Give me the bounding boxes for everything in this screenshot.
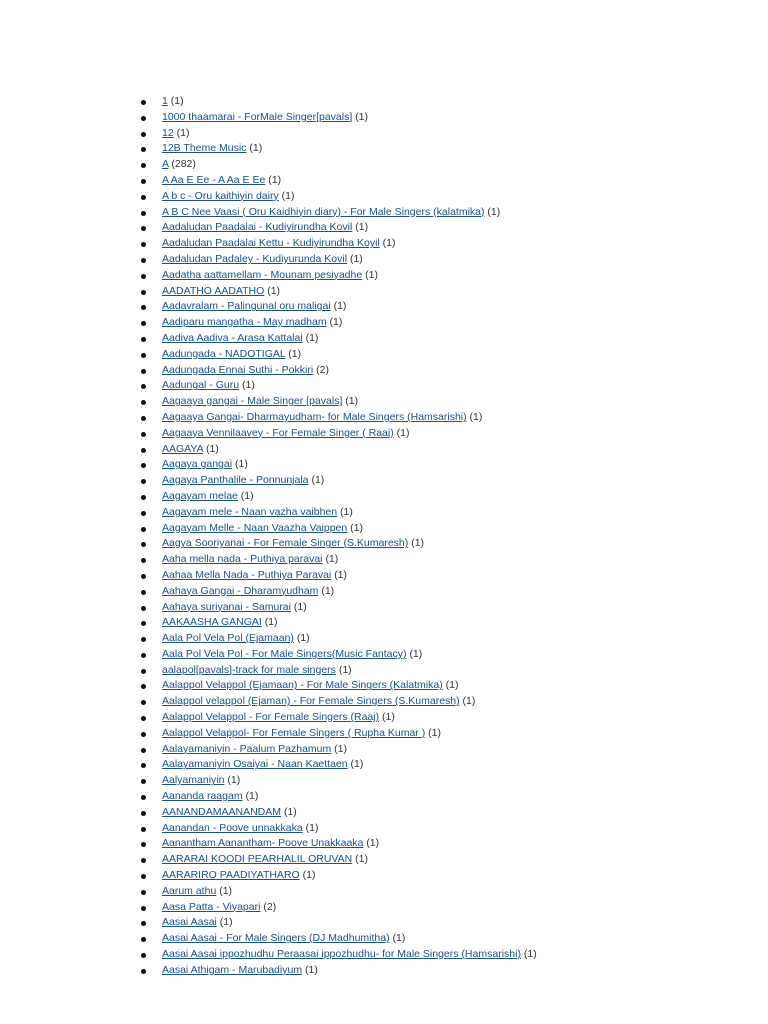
list-item [0, 347, 537, 363]
list-item [0, 426, 537, 442]
bullet-icon [141, 795, 146, 800]
list-item-link[interactable]: Aala Pol Vela Pol - For Male Singers(Music Fantacy) [162, 647, 407, 660]
list-item-link[interactable]: AARARIRO PAADIYATHARO [162, 869, 300, 882]
list-item-link[interactable]: Aagayam melae [162, 489, 238, 502]
bullet-icon [141, 400, 146, 405]
list-item-link[interactable]: Aasa Patta - Viyapari [162, 900, 261, 913]
list-item-count: (1) [219, 884, 233, 897]
list-item-count: (1) [355, 853, 368, 866]
list-item-link[interactable]: Aahaa Mella Nada - Puthiya Paravai [162, 568, 332, 581]
bullet-icon [141, 147, 146, 152]
list-item-count: (1) [267, 284, 281, 297]
list-item-link[interactable]: Aadatha aattamellam - Mounam pesiyadhe [162, 268, 363, 281]
list-item [0, 220, 537, 236]
list-item [0, 284, 537, 300]
list-item-link[interactable]: Aasai Aasai [162, 916, 217, 929]
list-item [0, 584, 537, 600]
list-item [0, 126, 537, 142]
list-item-link[interactable]: Aalappol Velappol (Ejamaan) - For Male Singers (Kalatmika) [162, 679, 443, 692]
list-item-link[interactable]: Aasai Aasai ippozhudhu Peraasai ippozhudhu- for Male Singers (Hamsarishi) [162, 948, 521, 961]
bullet-icon [141, 842, 146, 847]
list-item [0, 663, 537, 679]
list-item-count: (1) [170, 95, 184, 107]
list-item-count: (1) [365, 268, 378, 281]
list-item-count: (1) [288, 347, 302, 360]
bullet-icon [141, 700, 146, 705]
list-item-count: (1) [340, 505, 353, 518]
list-item [0, 678, 537, 694]
list-item [0, 268, 537, 284]
list-item-count: (2) [316, 363, 329, 376]
bullet-icon [141, 732, 146, 737]
list-item-link[interactable]: Aadiva Aadiva - Arasa Kattalai [162, 331, 303, 344]
bullet-icon [141, 716, 146, 721]
list-item-link[interactable]: Aagaaya Gangai- Dharmayudham- for Male Singers (Hamsarishi) [162, 410, 467, 423]
list-item-link[interactable]: Aagayam Melle - Naan Vaazha Vaippen [162, 521, 348, 534]
tag-list [0, 94, 537, 979]
list-item-link[interactable]: Aanantham Aanantham- Poove Unakkaaka [162, 837, 364, 850]
list-item [0, 789, 537, 805]
bullet-icon [141, 116, 146, 121]
list-item-count: (1) [345, 395, 359, 408]
list-item [0, 931, 537, 947]
list-item [0, 505, 537, 521]
list-item-link[interactable]: AAGAYA [162, 442, 204, 455]
list-item-count: (1) [293, 600, 307, 613]
list-item-link[interactable]: AANANDAMAANANDAM [162, 805, 282, 818]
bullet-icon [141, 621, 146, 626]
bullet-icon [141, 100, 146, 105]
list-item-link[interactable]: Aagaaya Vennilaavey - For Female Singer ( Raaj) [162, 426, 394, 439]
bullet-icon [141, 827, 146, 832]
list-item [0, 141, 537, 157]
list-item-count: (1) [469, 410, 483, 423]
bullet-icon [141, 242, 146, 247]
bullet-icon [141, 574, 146, 579]
list-item-link[interactable]: Aalayamaniyin - Paalum Pazhamum [162, 742, 332, 755]
list-item-count: (1) [205, 442, 219, 455]
list-item-count: (2) [263, 900, 277, 913]
bullet-icon [141, 779, 146, 784]
list-item [0, 157, 537, 173]
list-item-link[interactable]: A Aa E Ee - A Aa E Ee [162, 173, 266, 186]
list-item-link[interactable]: Aalayamaniyin Osaiyai - Naan Kaettaen [162, 758, 348, 771]
list-item-count: (1) [382, 711, 395, 724]
list-item [0, 94, 537, 110]
list-item [0, 536, 537, 552]
list-item-count: (1) [349, 252, 363, 265]
list-item [0, 457, 537, 473]
list-item-count: (1) [249, 142, 263, 155]
list-item-link[interactable]: aalapol[pavals]-track for male singers [162, 663, 336, 676]
list-item-count: (1) [382, 237, 396, 250]
list-item-link[interactable]: Aadaludan Paadalai Kettu - Kudiyirundha Koyil [162, 237, 380, 250]
list-item-link[interactable]: 1 [162, 95, 168, 107]
list-item-count: (1) [281, 189, 295, 202]
list-item-link[interactable]: Aahaya suriyanai - Samurai [162, 600, 291, 613]
list-item-link[interactable]: Aalappol Velappol - For Female Singers (Raaj) [162, 711, 380, 724]
bullet-icon [141, 906, 146, 911]
list-item-link[interactable]: Aadungada Ennai Suthi - Pokkiri [162, 363, 314, 376]
list-item-link[interactable]: Aagayam mele - Naan vazha vaibhen [162, 505, 338, 518]
list-item-link[interactable]: AADATHO AADATHO [162, 284, 265, 297]
bullet-icon [141, 890, 146, 895]
list-item [0, 331, 537, 347]
list-item-count: (1) [311, 474, 325, 487]
list-item [0, 947, 537, 963]
bullet-icon [141, 953, 146, 958]
list-item [0, 631, 537, 647]
list-item-count: (1) [334, 568, 348, 581]
bullet-icon [141, 858, 146, 863]
list-item-link[interactable]: Aarum athu [162, 884, 217, 897]
list-item [0, 410, 537, 426]
list-item [0, 521, 537, 537]
list-item [0, 600, 537, 616]
list-item-count: (1) [445, 679, 459, 692]
list-item-count: (1) [305, 821, 319, 834]
list-item-count: (1) [234, 458, 248, 471]
bullet-icon [141, 937, 146, 942]
list-item [0, 963, 537, 979]
bullet-icon [141, 479, 146, 484]
bullet-icon [141, 684, 146, 689]
list-item [0, 110, 537, 126]
list-item-link[interactable]: 12B Theme Music [162, 142, 247, 155]
bullet-icon [141, 542, 146, 547]
bullet-icon [141, 226, 146, 231]
bullet-icon [141, 653, 146, 658]
list-item-count: (1) [268, 173, 282, 186]
list-item [0, 489, 537, 505]
list-item-link[interactable]: Aasai Aasai - For Male Singers (DJ Madhumitha) [162, 932, 390, 945]
bullet-icon [141, 432, 146, 437]
list-item [0, 378, 537, 394]
list-item-link[interactable]: Aadaludan Paadalai - Kudiyirundha Kovil [162, 221, 353, 234]
list-item-count: (1) [409, 647, 423, 660]
bullet-icon [141, 511, 146, 516]
list-item [0, 552, 537, 568]
list-item [0, 710, 537, 726]
bullet-icon [141, 637, 146, 642]
bullet-icon [141, 558, 146, 563]
list-item-count: (1) [523, 948, 537, 961]
list-item-count: (1) [227, 774, 241, 787]
list-item-link[interactable]: Aadungada - NADOTIGAL [162, 347, 286, 360]
list-item-link[interactable]: Aagya Sooriyanai - For Female Singer (S.Kumaresh) [162, 537, 409, 550]
list-item-count: (1) [350, 521, 363, 534]
list-item [0, 568, 537, 584]
list-item-link[interactable]: Aadaludan Padaley - Kudiyurunda Kovil [162, 252, 348, 265]
list-item-count: (1) [396, 426, 410, 439]
bullet-icon [141, 590, 146, 595]
list-item-count: (1) [428, 726, 441, 739]
list-item-link[interactable]: Aagaya Panthalile - Ponnunjala [162, 474, 309, 487]
bullet-icon [141, 527, 146, 532]
list-item [0, 852, 537, 868]
list-item [0, 205, 537, 221]
list-item [0, 473, 537, 489]
list-item-link[interactable]: 1000 thaamarai - ForMale Singer[pavals] [162, 110, 353, 123]
bullet-icon [141, 763, 146, 768]
list-item [0, 615, 537, 631]
list-item-count: (1) [296, 632, 310, 645]
list-item-count: (1) [241, 379, 255, 392]
bullet-icon [141, 606, 146, 611]
bullet-icon [141, 748, 146, 753]
bullet-icon [141, 290, 146, 295]
bullet-icon [141, 211, 146, 216]
list-item-count: (1) [264, 616, 278, 629]
bullet-icon [141, 448, 146, 453]
list-item-count: (1) [245, 790, 259, 803]
list-item-link[interactable]: Aalappol Velappol- For Female Singers ( Rupha Kumar ) [162, 726, 426, 739]
list-item-link[interactable]: Aadungal - Guru [162, 379, 240, 392]
list-item-count: (1) [321, 584, 335, 597]
list-item-count: (1) [355, 110, 369, 123]
bullet-icon [141, 163, 146, 168]
bullet-icon [141, 321, 146, 326]
bullet-icon [141, 921, 146, 926]
list-item-link[interactable]: AARARAI KOODI PEARHALIL ORUVAN [162, 853, 353, 866]
list-item-count: (1) [219, 916, 233, 929]
list-item-count: (1) [462, 695, 476, 708]
list-item [0, 884, 537, 900]
list-item [0, 236, 537, 252]
bullet-icon [141, 274, 146, 279]
list-item-link[interactable]: Aananda raagam [162, 790, 243, 803]
list-item-link[interactable]: Aadavralam - Palingunal oru maligai [162, 300, 331, 313]
list-item-link[interactable]: A B C Nee Vaasi ( Oru Kaidhiyin diary) - For Male Singers (kalatmika) [162, 205, 485, 218]
list-item [0, 394, 537, 410]
list-item-count: (1) [366, 837, 380, 850]
bullet-icon [141, 874, 146, 879]
list-item-link[interactable]: Aagaaya gangai - Male Singer [pavals] [162, 395, 343, 408]
list-item-count: (1) [411, 537, 425, 550]
list-item [0, 836, 537, 852]
list-item [0, 694, 537, 710]
bullet-icon [141, 416, 146, 421]
list-item [0, 647, 537, 663]
list-item-count: (1) [283, 805, 297, 818]
list-item [0, 442, 537, 458]
list-item-link[interactable]: 12 [162, 126, 174, 139]
list-item [0, 299, 537, 315]
list-item [0, 189, 537, 205]
bullet-icon [141, 969, 146, 974]
list-item [0, 900, 537, 916]
bullet-icon [141, 353, 146, 358]
list-item [0, 252, 537, 268]
list-item-count: (282) [171, 158, 196, 171]
list-item-link[interactable]: A b c - Oru kaithiyin dairy [162, 189, 279, 202]
list-item-count: (1) [305, 331, 319, 344]
list-item-link[interactable]: AAKAASHA GANGAI [162, 616, 262, 629]
list-item [0, 868, 537, 884]
list-item-count: (1) [305, 963, 318, 976]
list-item-link[interactable]: Aanandan - Poove unnakkaka [162, 821, 303, 834]
bullet-icon [141, 811, 146, 816]
list-item-link[interactable]: Aalappol velappol (Ejaman) - For Female Singers (S.Kumaresh) [162, 695, 460, 708]
list-item-link[interactable]: Aadiparu mangatha - May madham [162, 316, 327, 329]
list-item [0, 363, 537, 379]
list-item [0, 742, 537, 758]
list-item-count: (1) [302, 869, 316, 882]
list-item-link[interactable]: Aahaya Gangai - Dharamyudham [162, 584, 319, 597]
bullet-icon [141, 669, 146, 674]
list-item [0, 315, 537, 331]
list-item-count: (1) [487, 205, 501, 218]
bullet-icon [141, 337, 146, 342]
bullet-icon [141, 179, 146, 184]
list-item-count: (1) [350, 758, 364, 771]
bullet-icon [141, 195, 146, 200]
list-item [0, 915, 537, 931]
list-item [0, 821, 537, 837]
list-item [0, 726, 537, 742]
bullet-icon [141, 258, 146, 263]
bullet-icon [141, 384, 146, 389]
list-item-count: (1) [329, 316, 343, 329]
bullet-icon [141, 305, 146, 310]
list-item-link[interactable]: A [162, 158, 169, 171]
list-item-link[interactable]: Aaha mella nada - Puthiya paravai [162, 553, 323, 566]
list-item-count: (1) [176, 126, 190, 139]
bullet-icon [141, 369, 146, 374]
list-item-count: (1) [392, 932, 406, 945]
list-item [0, 757, 537, 773]
bullet-icon [141, 132, 146, 137]
list-item [0, 805, 537, 821]
list-item-count: (1) [240, 489, 254, 502]
list-item-count: (1) [334, 742, 348, 755]
list-item-count: (1) [338, 663, 352, 676]
list-item-count: (1) [333, 300, 347, 313]
list-item [0, 773, 537, 789]
list-item-link[interactable]: Aala Pol Vela Pol (Ejamaan) [162, 632, 294, 645]
list-item-link[interactable]: Aasai Athigam - Marubadiyum [162, 963, 303, 976]
bullet-icon [141, 495, 146, 500]
list-item-link[interactable]: Aagaya gangai [162, 458, 233, 471]
list-item [0, 173, 537, 189]
list-item-link[interactable]: Aalyamaniyin [162, 774, 225, 787]
bullet-icon [141, 463, 146, 468]
list-item-count: (1) [325, 553, 339, 566]
list-item-count: (1) [355, 221, 369, 234]
